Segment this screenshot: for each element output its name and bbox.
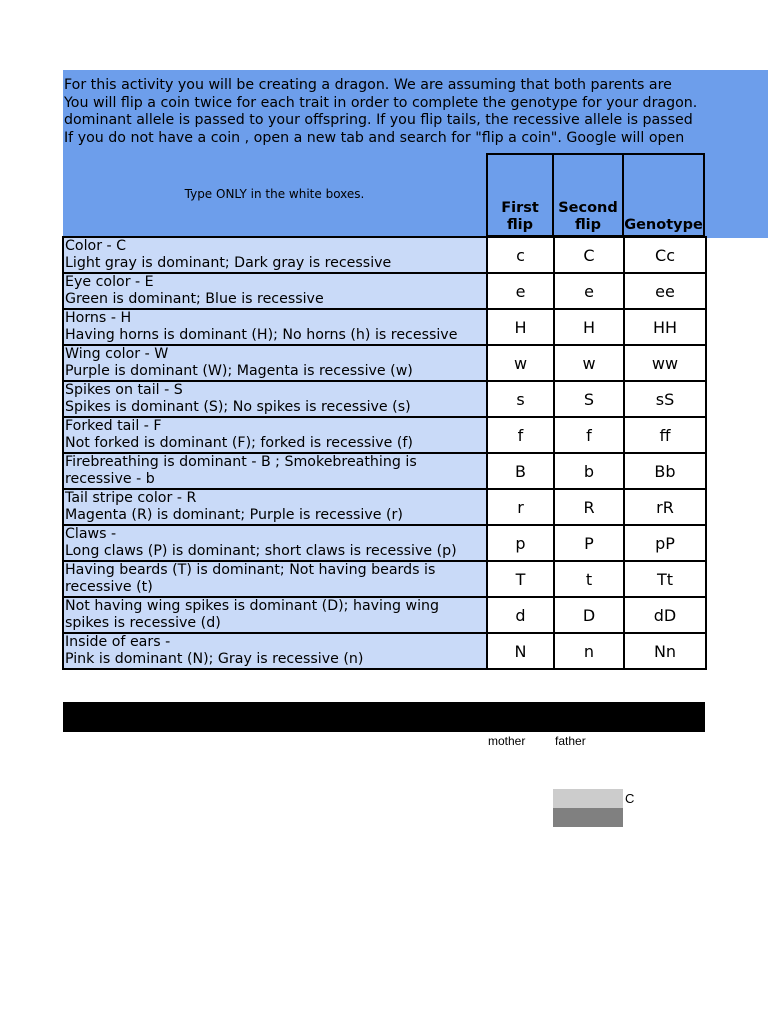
second-flip-cell[interactable]: b	[554, 453, 624, 489]
genotype-cell[interactable]: Nn	[624, 633, 706, 669]
second-flip-cell[interactable]: t	[554, 561, 624, 597]
trait-detail: Pink is dominant (N); Gray is recessive (n)	[65, 651, 364, 667]
trait-row	[63, 633, 706, 669]
trait-detail: Not forked is dominant (F); forked is recessive (f)	[65, 435, 413, 451]
color-code-label: C	[625, 791, 635, 806]
second-flip-cell[interactable]: S	[554, 381, 624, 417]
trait-name: Color - C	[65, 238, 127, 254]
trait-description	[63, 453, 487, 489]
first-flip-header	[486, 153, 554, 237]
trait-name: Tail stripe color - R	[65, 490, 197, 506]
trait-description	[63, 633, 487, 669]
second-flip-cell[interactable]: R	[554, 489, 624, 525]
trait-name: Claws -	[65, 526, 117, 542]
instructions-line: For this activity you will be creating a dragon. We are assuming that both parents are	[64, 77, 672, 93]
trait-detail: Having horns is dominant (H); No horns (h) is recessive	[65, 327, 458, 343]
trait-row	[63, 273, 706, 309]
instructions-line: You will flip a coin twice for each trait in order to complete the genotype for your dragon.	[64, 94, 698, 111]
first-flip-cell[interactable]: p	[487, 525, 554, 561]
trait-detail: Green is dominant; Blue is recessive	[65, 291, 324, 307]
trait-detail: Long claws (P) is dominant; short claws is recessive (p)	[65, 543, 457, 559]
trait-detail: Purple is dominant (W); Magenta is recessive (w)	[65, 363, 413, 379]
trait-name: Eye color - E	[65, 274, 154, 290]
trait-description	[63, 525, 487, 561]
first-flip-cell[interactable]: e	[487, 273, 554, 309]
trait-detail: Light gray is dominant; Dark gray is recessive	[65, 255, 392, 271]
mother-label: mother	[488, 734, 526, 748]
instructions-line: dominant allele is passed to your offspring. If you flip tails, the recessive allele is passed	[64, 112, 693, 128]
father-label: father	[555, 734, 586, 748]
second-flip-cell[interactable]: n	[554, 633, 624, 669]
trait-description	[63, 417, 487, 453]
dark-gray-swatch	[553, 808, 623, 827]
instructions-text	[64, 77, 705, 147]
trait-description	[63, 561, 487, 597]
trait-row	[63, 309, 706, 345]
genotype-cell[interactable]: Tt	[624, 561, 706, 597]
trait-description	[63, 309, 487, 345]
trait-name: Spikes on tail - S	[65, 382, 183, 398]
second-flip-cell[interactable]: e	[554, 273, 624, 309]
trait-detail: spikes is recessive (d)	[65, 615, 221, 631]
trait-name: Wing color - W	[65, 346, 169, 362]
second-flip-cell[interactable]: f	[554, 417, 624, 453]
second-flip-cell[interactable]: C	[554, 237, 624, 273]
genotype-cell[interactable]: ww	[624, 345, 706, 381]
trait-detail: recessive - b	[65, 471, 155, 487]
trait-detail: recessive (t)	[65, 579, 153, 595]
trait-description	[63, 597, 487, 633]
first-flip-cell[interactable]: H	[487, 309, 554, 345]
trait-name: Having beards (T) is dominant; Not having beards is	[65, 562, 436, 578]
genotype-cell[interactable]: rR	[624, 489, 706, 525]
second-flip-cell[interactable]: H	[554, 309, 624, 345]
second-flip-cell[interactable]: P	[554, 525, 624, 561]
first-flip-cell[interactable]: B	[487, 453, 554, 489]
first-flip-cell[interactable]: T	[487, 561, 554, 597]
genotype-header	[622, 153, 705, 237]
trait-description	[63, 237, 487, 273]
trait-name: Inside of ears -	[65, 634, 171, 650]
trait-name: Firebreathing is dominant - B ; Smokebreathing is	[65, 454, 417, 470]
second-flip-cell[interactable]: D	[554, 597, 624, 633]
first-flip-cell[interactable]: d	[487, 597, 554, 633]
trait-description	[63, 489, 487, 525]
trait-detail: Magenta (R) is dominant; Purple is recessive (r)	[65, 507, 403, 523]
trait-row	[63, 453, 706, 489]
table-footer-bar	[63, 702, 705, 732]
trait-row	[63, 597, 706, 633]
first-flip-cell[interactable]: f	[487, 417, 554, 453]
genotype-cell[interactable]: dD	[624, 597, 706, 633]
first-flip-cell[interactable]: s	[487, 381, 554, 417]
first-flip-header-label: First flip	[501, 200, 539, 233]
trait-name: Not having wing spikes is dominant (D); having wing	[65, 598, 440, 614]
genotype-cell[interactable]: ee	[624, 273, 706, 309]
genotype-cell[interactable]: Cc	[624, 237, 706, 273]
trait-row	[63, 237, 706, 273]
genotype-cell[interactable]: ff	[624, 417, 706, 453]
type-only-note: Type ONLY in the white boxes.	[184, 187, 365, 201]
second-flip-header-label: Second flip	[558, 200, 618, 233]
trait-description	[63, 345, 487, 381]
genotype-cell[interactable]: HH	[624, 309, 706, 345]
first-flip-cell[interactable]: c	[487, 237, 554, 273]
trait-name: Forked tail - F	[65, 418, 162, 434]
trait-name: Horns - H	[65, 310, 132, 326]
first-flip-cell[interactable]: w	[487, 345, 554, 381]
trait-row	[63, 417, 706, 453]
light-gray-swatch	[553, 789, 623, 808]
genotype-cell[interactable]: Bb	[624, 453, 706, 489]
trait-row	[63, 489, 706, 525]
instructions-line: If you do not have a coin , open a new tab and search for "flip a coin". Google will open	[64, 129, 685, 146]
genotype-header-label: Genotype	[624, 217, 703, 233]
trait-row	[63, 525, 706, 561]
trait-description	[63, 381, 487, 417]
genotype-cell[interactable]: pP	[624, 525, 706, 561]
genotype-cell[interactable]: sS	[624, 381, 706, 417]
trait-detail: Spikes is dominant (S); No spikes is recessive (s)	[65, 399, 411, 415]
first-flip-cell[interactable]: r	[487, 489, 554, 525]
trait-description	[63, 273, 487, 309]
trait-row	[63, 561, 706, 597]
second-flip-header	[552, 153, 624, 237]
trait-row	[63, 381, 706, 417]
second-flip-cell[interactable]: w	[554, 345, 624, 381]
first-flip-cell[interactable]: N	[487, 633, 554, 669]
traits-table	[62, 236, 707, 670]
trait-row	[63, 345, 706, 381]
